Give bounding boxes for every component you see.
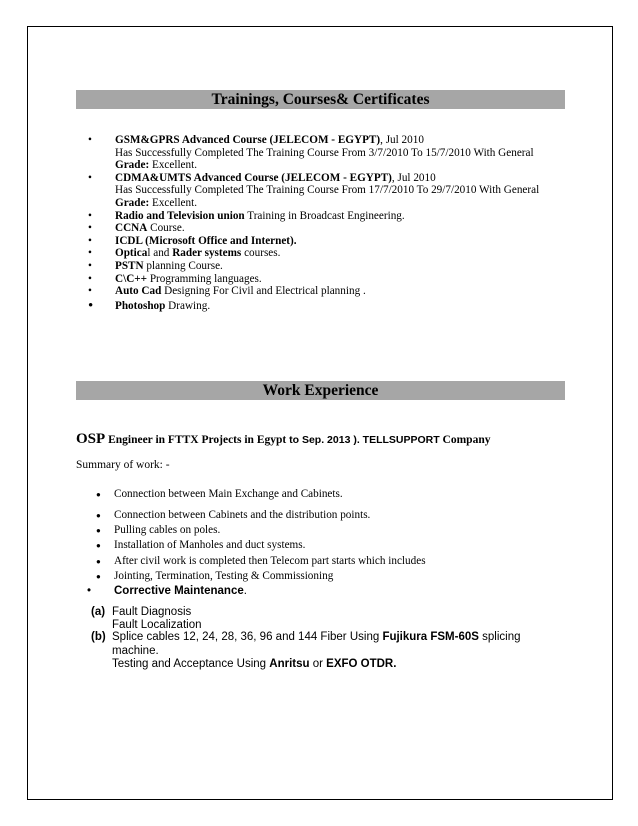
work-heading-bar [76, 381, 565, 400]
work-task-item: ● Connection between Main Exchange and Cabinets. [96, 488, 343, 500]
resume-page [27, 26, 613, 800]
sub-item-b: (b) Splice cables 12, 24, 28, 36, 96 and 144 Fiber Using Fujikura FSM-60S splicing machine. Testing and Acceptance Using Anritsu or EXFO OTDR. [91, 631, 521, 670]
training-item: • CCNA Course. [88, 222, 558, 235]
work-task-item: ● Installation of Manholes and duct systems. [96, 539, 305, 551]
work-task-item: ● Jointing, Termination, Testing & Commissioning [96, 570, 333, 582]
training-item: • GSM&GPRS Advanced Course (JELECOM - EGYPT), Jul 2010 Has Successfully Completed The Training Course From 3/7/2010 To 15/7/2010 With General Grade: Excellent. [88, 134, 558, 172]
training-item: • Optical and Rader systems courses. [88, 247, 558, 260]
summary-label: Summary of work: - [76, 459, 170, 471]
training-item: • Radio and Television union Training in Broadcast Engineering. [88, 210, 558, 223]
work-task-item: ● After civil work is completed then Telecom part starts which includes [96, 555, 426, 567]
trainings-heading: Trainings, Courses& Certificates [211, 91, 430, 108]
training-item: • ICDL (Microsoft Office and Internet). [88, 235, 558, 248]
trainings-heading-bar [76, 90, 565, 109]
work-heading: Work Experience [262, 382, 379, 399]
work-task-item: ● Connection between Cabinets and the distribution points. [96, 509, 370, 521]
job-title: OSP Engineer in FTTX Projects in Egypt to Sep. 2013 ). TELLSUPPORT Company [76, 431, 491, 447]
training-item: • PSTN planning Course. [88, 260, 558, 273]
sub-item-a: (a) Fault Diagnosis Fault Localization [91, 606, 202, 631]
training-item: • Photoshop Drawing. [88, 300, 558, 313]
corrective-maintenance: • Corrective Maintenance. [87, 585, 247, 597]
trainings-list [88, 134, 558, 312]
work-task-item: ● Pulling cables on poles. [96, 524, 220, 536]
training-item: • Auto Cad Designing For Civil and Electrical planning . [88, 285, 558, 298]
training-item: • C\C++ Programming languages. [88, 273, 558, 286]
training-item: • CDMA&UMTS Advanced Course (JELECOM - EGYPT), Jul 2010 Has Successfully Completed The Training Course From 17/7/2010 To 29/7/2010 With General Grade: Excellent. [88, 172, 558, 210]
